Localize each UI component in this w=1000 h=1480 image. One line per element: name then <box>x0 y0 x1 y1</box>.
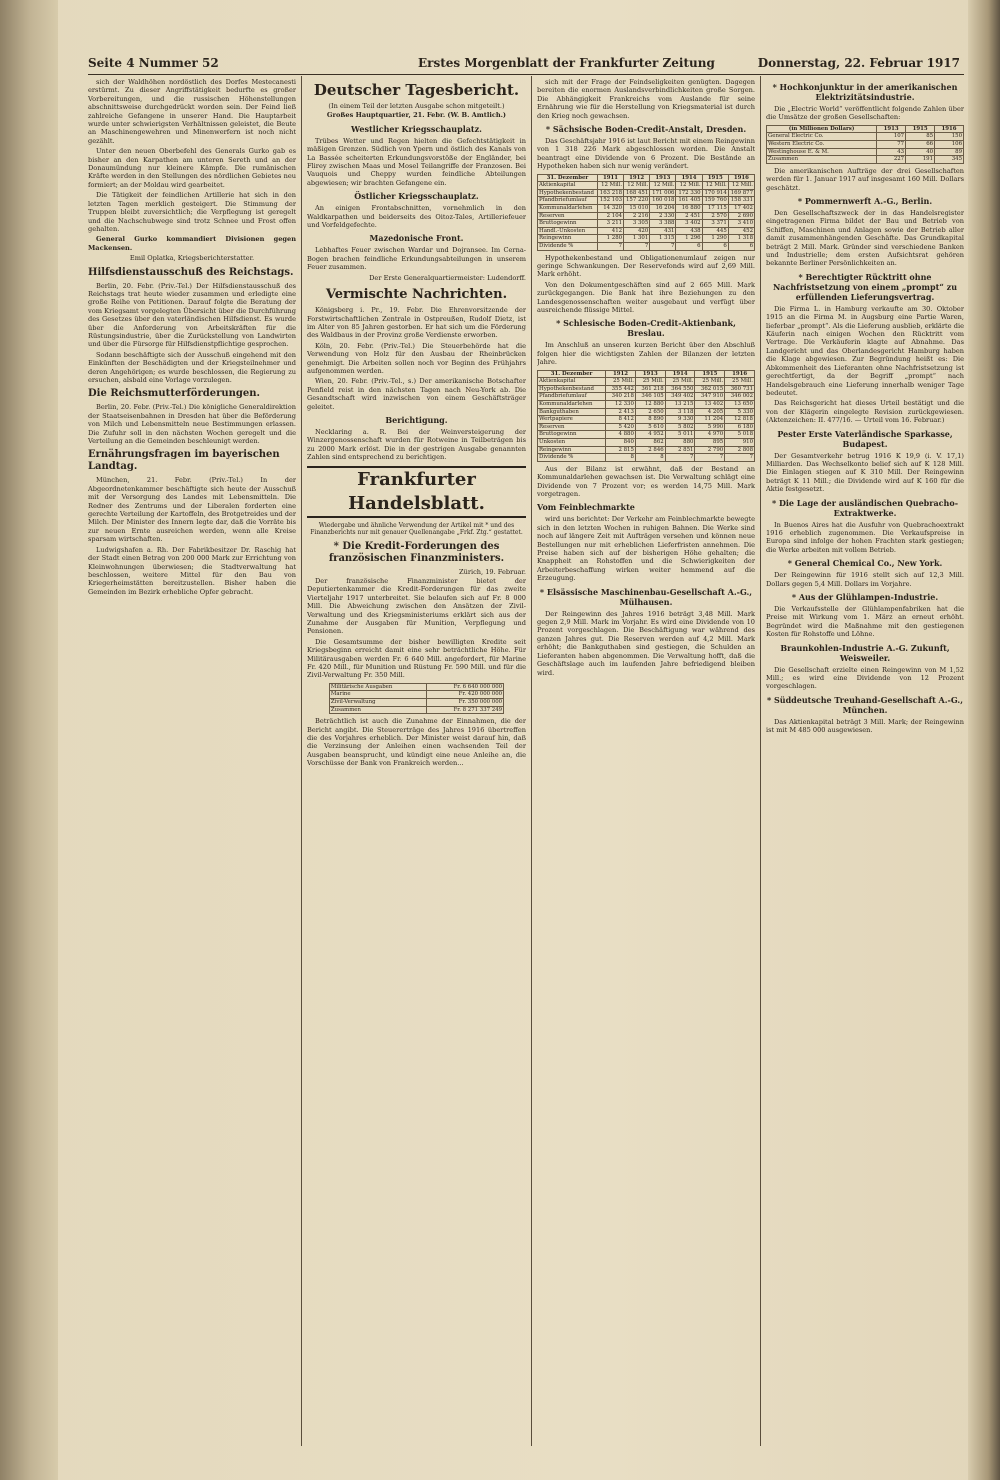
handelsblatt-notice: Wiedergabe und ähnliche Verwendung der Artikel mit * und des Finanzberichts nur mit genauer Quellenangabe „Frkf. Ztg.“ gestattet. <box>310 521 523 537</box>
credit-table-cell: Militärische Ausgaben <box>329 683 426 691</box>
saechsische-table-cell: 12 Mill. <box>702 182 728 190</box>
col4-paragraph: Der Gesamtverkehr betrug 1916 K 19,9 (i. V. 17,1) Milliarden. Das Wechselkonto belief sich auf K 128 Mill. Die Einlagen stiegen auf K 310 Mill. Der Reingewinn beträgt K 11 Mill.; die Dividende wird auf K 160 für die Aktie festgesetzt. <box>766 451 964 494</box>
saechsische-table-cell: 1 296 <box>676 235 702 243</box>
credit-table-cell: Fr. 6 640 000 000 <box>426 683 503 691</box>
saechsische-table-row <box>538 197 755 205</box>
col4-paragraph: Das Reichsgericht hat dieses Urteil bestätigt und die von der Klägerin eingelegte Revision zurückgewiesen. (Aktenzeichen: II. 477/16. — Urteil vom 16. Februar.) <box>766 399 964 425</box>
schlesische-table-cell: 8 412 <box>606 416 636 424</box>
credit-paragraph: Der französische Finanzminister bietet der Deputiertenkammer die Kredit-Forderungen für das zweite Vierteljahr 1917 unterbreitet. Sie belaufen sich auf Fr. 8 000 Mill. Die Abweichung zwischen den Ansätzen der Zivil-Verwaltung und des Kriegsministeriums erklärt sich aus der Zunahme der Ausgaben für Munition, Verpflegung und Pensionen. <box>307 577 526 636</box>
schlesische-table-header-cell: 1915 <box>695 370 725 378</box>
macedonian-front-heading: Mazedonische Front. <box>369 233 464 244</box>
gluehlampen-heading: * Aus der Glühlampen-Industrie. <box>791 592 939 602</box>
schlesische-table-cell: 5 018 <box>725 431 755 439</box>
elektrizitaet-table-cell: Western Electric Co. <box>767 141 877 149</box>
saechsische-table-header-cell: 1911 <box>597 174 623 182</box>
schlesische-table-cell: Hypothekenbestand <box>538 385 606 393</box>
credit-table-row <box>329 706 503 714</box>
schlesische-table-cell: Bankguthaben <box>538 408 606 416</box>
schlesische-table-cell: 2 846 <box>635 446 665 454</box>
col1-paragraph: München, 21. Febr. (Priv.-Tel.) In der Abgeordnetenkammer beschäftigte sich heute der Ausschuß mit der Versorgung des Landes mit Lebensmitteln. Die Redner des Zentrums und der Liberalen forderten eine gerechte Verteilung der Kartoffeln, des Brotgetreides und der Milch. Der Minister des Innern legte dar, daß die Vorräte bis zur neuen Ernte ausreichen werden, wenn alle Kreise sparsam wirtschaften. <box>88 476 296 544</box>
elektrizitaet-table-header-cell: (in Millionen Dollars) <box>767 125 877 133</box>
saechsische-table-cell: 1 301 <box>624 235 650 243</box>
saechsische-table-cell: 157 220 <box>624 197 650 205</box>
schlesische-table-cell: Bruttogewinn <box>538 431 606 439</box>
saechsische-table-row <box>538 182 755 190</box>
schlesische-table-cell: 2 790 <box>695 446 725 454</box>
saechsische-table-cell: 2 104 <box>597 212 623 220</box>
saechsische-table-cell: 169 877 <box>728 189 754 197</box>
elektrizitaet-table-header-cell: 1913 <box>877 125 906 133</box>
schlesische-table-cell: 8 <box>635 454 665 462</box>
schlesische-table-header-cell: 1916 <box>725 370 755 378</box>
schlesische-table-cell: Reserven <box>538 423 606 431</box>
saechsische-table-row <box>538 227 755 235</box>
braunkohlen-heading: Braunkohlen-Industrie A.-G. Zukunft, Weisweiler. <box>780 642 950 663</box>
vermischte-title: Vermischte Nachrichten. <box>325 287 508 303</box>
schlesische-table-row <box>538 385 755 393</box>
schlesische-table-row <box>538 408 755 416</box>
schlesische-table-cell: 2 815 <box>606 446 636 454</box>
saechsische-table-cell: 2 690 <box>728 212 754 220</box>
schlesische-table-header-cell: 1912 <box>606 370 636 378</box>
schlesische-table-cell: Reingewinn <box>538 446 606 454</box>
misc-paragraph: Wien, 20. Febr. (Priv.-Tel., s.) Der amerikanische Botschafter Penfield reist in den nächsten Tagen nach Neu-York ab. Die Gesandtschaft wird inzwischen von einem Geschäftsträger geleitet. <box>307 377 526 411</box>
page-header <box>88 56 960 72</box>
schlesische-table-cell: 6 180 <box>725 423 755 431</box>
schlesische-table-cell: 349 402 <box>665 393 695 401</box>
page-edge-shadow <box>968 0 1000 1480</box>
saechsische-table-row <box>538 205 755 213</box>
schlesische-table-cell: 12 330 <box>606 401 636 409</box>
header-rule <box>88 74 964 75</box>
elektrizitaet-table-cell: 150 <box>935 133 964 141</box>
credit-table-cell: Marine <box>329 691 426 699</box>
schlesische-table-cell: 25 Mill. <box>695 378 725 386</box>
macedonian-front-text: Lebhaftes Feuer zwischen Wardar und Dojransee. Im Cerna-Bogen brachen feindliche Erkundungsabteilungen in unserem Feuer zusammen. <box>307 246 526 272</box>
saechsische-table-cell: 1 318 <box>728 235 754 243</box>
credit-table-row <box>329 691 503 699</box>
column-rule-1 <box>301 76 302 1446</box>
schlesische-table-cell: Dividende % <box>538 454 606 462</box>
saechsische-table-cell: 3 211 <box>597 220 623 228</box>
elsaessische-heading: * Elsässische Maschinenbau-Gesellschaft A.-G., Mülhausen. <box>539 586 753 607</box>
berichtigung-heading: Berichtigung. <box>385 414 448 425</box>
schlesische-table-row <box>538 416 755 424</box>
saechsische-table-cell: Pfandbriefumlauf <box>538 197 598 205</box>
schlesische-table-cell: 7 <box>725 454 755 462</box>
col4-paragraph: Der Reingewinn für 1916 stellt sich auf 12,3 Mill. Dollars gegen 5,4 Mill. Dollars im Vorjahre. <box>766 571 964 588</box>
saechsische-table-cell: 15 010 <box>624 205 650 213</box>
saechsische-table-cell: 160 018 <box>650 197 676 205</box>
schlesische-table-cell: 346 002 <box>725 393 755 401</box>
schlesische-table-cell: 7 <box>695 454 725 462</box>
credit-table-cell: Fr. 350 000 000 <box>426 699 503 707</box>
saechsische-table-cell: 168 451 <box>624 189 650 197</box>
ruecktritt-heading: * Berechtigter Rücktritt ohne Nachfristsetzung von einem „prompt“ zu erfüllenden Lieferungsvertrag. <box>772 271 958 302</box>
saechsische-table-cell: Handl.-Unkosten <box>538 227 598 235</box>
feinblech-heading: Vom Feinblechmarkte <box>537 502 635 513</box>
saechsische-table-cell: 412 <box>597 227 623 235</box>
schlesische-table-cell: 3 118 <box>665 408 695 416</box>
schlesische-table-cell: 5 420 <box>606 423 636 431</box>
col1-paragraph: Berlin, 20. Febr. (Priv.-Tel.) Die königliche Generaldirektion der Staatseisenbahnen in Dresden hat über die Beförderung von Milch und Lebensmitteln neue Bestimmungen erlassen. Die Zufuhr soll in den nächsten Wochen geregelt und die Verteilung an die Gemeinden beschleunigt werden. <box>88 403 296 446</box>
schlesische-table-cell: 8 <box>606 454 636 462</box>
column-1 <box>88 78 296 1448</box>
schlesische-table-cell: 2 808 <box>725 446 755 454</box>
sparkasse-heading: Pester Erste Vaterländische Sparkasse, Budapest. <box>777 428 953 449</box>
credit-paragraph: Die Gesamtsumme der bisher bewilligten Kredite seit Kriegsbeginn erreicht damit eine sehr beträchtliche Höhe. Für Militärausgaben werden Fr. 6 640 Mill. angefordert, für Marine Fr. 420 Mill., für Munition und Rüstung Fr. 590 Mill. und für die Zivil-Verwaltung Fr. 350 Mill. <box>307 637 526 680</box>
col3-paragraph: Von den Dokumentgeschäften sind auf 2 665 Mill. Mark zurückgegangen. Die Bank hat ihre Beziehungen zu den Landesgenossenschaften weiter ausgebaut und verfügt über ausreichende flüssige Mittel. <box>537 280 755 315</box>
west-front-heading: Westlicher Kriegsschauplatz. <box>351 123 482 134</box>
credit-table <box>329 683 504 714</box>
schlesische-table-cell: 12 818 <box>725 416 755 424</box>
schlesische-table-cell: 7 <box>665 454 695 462</box>
binding-gutter <box>0 0 58 1480</box>
schlesische-table-cell: 880 <box>665 439 695 447</box>
elektrizitaet-table-cell: 85 <box>906 133 935 141</box>
col3-paragraph: Das Geschäftsjahr 1916 ist laut Bericht mit einem Reingewinn von 1 318 226 Mark abgeschlossen worden. Die Anstalt beantragt eine Dividende von 6 Prozent. Die Bestände an Hypotheken haben sich nur wenig verändert. <box>537 137 755 171</box>
saechsische-table-cell: 12 Mill. <box>650 182 676 190</box>
quebracho-heading: * Die Lage der ausländischen Quebracho-Extraktwerke. <box>771 497 959 518</box>
schlesische-table-cell: 910 <box>725 439 755 447</box>
tagesbericht-dateline: Großes Hauptquartier, 21. Febr. (W. B. Amtlich.) <box>326 111 507 120</box>
saechsische-table-cell: Bruttogewinn <box>538 220 598 228</box>
elektrizitaet-table-row <box>767 141 964 149</box>
elektrizitaet-table-cell: 89 <box>935 148 964 156</box>
saechsische-table-cell: 445 <box>702 227 728 235</box>
schlesische-table-cell: 862 <box>635 439 665 447</box>
handelsblatt-banner: Frankfurter Handelsblatt. <box>307 466 526 518</box>
schlesische-table-row <box>538 401 755 409</box>
saechsische-table-cell: 3 305 <box>624 220 650 228</box>
saechsische-table-cell: 2 570 <box>702 212 728 220</box>
schlesische-table-cell: 13 402 <box>695 401 725 409</box>
col1-paragraph: Ludwigshafen a. Rh. Der Fabrikbesitzer Dr. Raschig hat der Stadt einen Betrag von 200 000 Mark zur Errichtung von Kleinwohnungen überwiesen; die Stadtverwaltung hat beschlossen, weitere Mittel für den Bau von Kriegerheimstätten bereitzustellen. Bisher haben die Gemeinden im Bezirk erhebliche Opfer gebracht. <box>88 545 296 596</box>
saechsische-table-cell: 17 402 <box>728 205 754 213</box>
credit-dateline: Zürich, 19. Februar. <box>459 567 526 576</box>
schlesische-table-cell: 4 880 <box>606 431 636 439</box>
elektrizitaet-heading: * Hochkonjunktur in der amerikanischen Elektrizitätsindustrie. <box>772 82 958 102</box>
saechsische-table-cell: 7 <box>624 243 650 251</box>
credit-heading: * Die Kredit-Forderungen des französischen Finanzministers. <box>328 540 505 564</box>
elektrizitaet-table-header-cell: 1915 <box>906 125 935 133</box>
schlesische-table-cell: 11 204 <box>695 416 725 424</box>
col4-paragraph: Die Gesellschaft erzielte einen Reingewinn von M 1,52 Mill.; es wird eine Dividende von 12 Prozent vorgeschlagen. <box>766 665 964 691</box>
saechsische-table-header-cell: 1916 <box>728 174 754 182</box>
schlesische-table-cell: 5 802 <box>665 423 695 431</box>
elektrizitaet-table-cell: Westinghouse E. & M. <box>767 148 877 156</box>
col1-paragraph: Unter den neuen Oberbefehl des Generals Gurko gab es bisher an den Karpathen am unteren Sereth und an der Donaumündung nur kleinere Kämpfe. Die rumänischen Kräfte werden in den Stellungen des nördlichen Gebietes neu formiert; an der Moldau wird gearbeitet. <box>88 147 296 189</box>
credit-table-cell: Zivil-Verwaltung <box>329 699 426 707</box>
schlesische-table-row <box>538 454 755 462</box>
header-date: Donnerstag, 22. Februar 1917 <box>757 56 960 70</box>
elektrizitaet-table-cell: 106 <box>935 141 964 149</box>
saechsische-table-cell: 12 Mill. <box>676 182 702 190</box>
elektrizitaet-table-cell: General Electric Co. <box>767 133 877 141</box>
elektrizitaet-table-row <box>767 148 964 156</box>
saechsische-table-cell: 161 405 <box>676 197 702 205</box>
col4-paragraph: Das Aktienkapital beträgt 3 Mill. Mark; der Reingewinn ist mit M 485 000 ausgewiesen. <box>766 717 964 735</box>
saechsische-table-cell: 431 <box>650 227 676 235</box>
schlesische-table-cell: 5 990 <box>695 423 725 431</box>
column-4 <box>766 78 964 1448</box>
schlesische-table-cell: 2 851 <box>665 446 695 454</box>
col3-paragraph: Der Reingewinn des Jahres 1916 beträgt 3,48 Mill. Mark gegen 2,9 Mill. Mark im Vorjahr. Es wird eine Dividende von 10 Prozent vorgeschlagen. Die Beschäftigung war während des ganzen Jahres gut. Die Reserven werden auf 4,2 Mill. Mark erhöht; die Bankguthaben sind gestiegen, die Schulden an Lieferanten haben abgenommen. Die Verwaltung hofft, daß die Geschäftslage auch im laufenden Jahre befriedigend bleiben wird. <box>537 609 755 677</box>
saechsische-table-cell: 12 Mill. <box>624 182 650 190</box>
misc-paragraph: Königsberg i. Pr., 19. Febr. Die Ehrenvorsitzende der Forstwirtschaftlichen Zentrale in Ostpreußen, Rudolf Dietz, ist im Alter von 85 Jahren gestorben. Er hat sich um die Förderung des Waldbaus in der Provinz große Verdienste erworben. <box>307 306 526 340</box>
saechsische-table-cell: 438 <box>676 227 702 235</box>
col3-paragraph: Aus der Bilanz ist erwähnt, daß der Bestand an Kommunaldarlehen gewachsen ist. Die Verwaltung schlägt eine Dividende von 7 Prozent vor; es werden 14,75 Mill. Mark vorgetragen. <box>537 464 755 498</box>
east-front-heading: Östlicher Kriegsschauplatz. <box>354 191 479 202</box>
saechsische-table-cell: 1 315 <box>650 235 676 243</box>
col3-paragraph: Im Anschluß an unseren kurzen Bericht über den Abschluß folgen hier die wichtigsten Zahlen der Bilanzen der letzten Jahre. <box>537 341 755 367</box>
schlesische-table-cell: 25 Mill. <box>665 378 695 386</box>
col1-heading-hilfsdienst: Hilfsdienstausschuß des Reichstags. <box>88 266 294 278</box>
saechsische-table-cell: 452 <box>728 227 754 235</box>
saechsische-table-cell: 172 330 <box>676 189 702 197</box>
elektrizitaet-table-cell: 107 <box>877 133 906 141</box>
saechsische-table-cell: 158 331 <box>728 197 754 205</box>
col3-paragraph: Hypothekenbestand und Obligationenumlauf zeigen nur geringe Schwankungen. Der Reservefonds wird auf 2,69 Mill. Mark erhöht. <box>537 253 755 279</box>
schlesische-table-row <box>538 431 755 439</box>
saechsische-table-cell: 163 218 <box>597 189 623 197</box>
berichtigung-text: Necklaring a. R. Bei der Weinversteigerung der Winzergenossenschaft wurden für Rotweine in Teilbeträgen bis zu 2000 Mark erlöst. Die in der gestrigen Ausgabe genannten Zahlen sind entsprechend zu berichtigen. <box>307 427 526 462</box>
col3-intro: sich mit der Frage der Feindseligkeiten genügten. Dagegen bereiten die enormen Auslandsverbindlichkeiten große Sorgen. Die Abhängigkeit Frankreichs vom Auslande für seine Ernährung wie für die Herstellung von Kriegsmaterial ist durch den Krieg noch gewachsen. <box>537 78 755 120</box>
schlesische-table-row <box>538 393 755 401</box>
saechsische-table-cell: Aktienkapital <box>538 182 598 190</box>
col1-signer: Emil Oplatka, Kriegsberichterstatter. <box>129 254 255 263</box>
schlesische-table-cell: 355 442 <box>606 385 636 393</box>
elektrizitaet-table-cell: Zusammen <box>767 156 877 164</box>
saechsische-table-cell: 7 <box>650 243 676 251</box>
misc-paragraph: Köln, 20. Febr. (Priv.-Tel.) Die Steuerbehörde hat die Verwendung von Holz für den Ausbau der Rheinbrücken genehmigt. Die Arbeiten sollen noch vor Beginn des Frühjahrs aufgenommen werden. <box>307 341 526 375</box>
schlesische-table-cell: 4 205 <box>695 408 725 416</box>
saechsische-heading: * Sächsische Boden-Credit-Anstalt, Dresden. <box>545 124 747 135</box>
elektrizitaet-table-cell: 77 <box>877 141 906 149</box>
general-chemical-heading: * General Chemical Co., New York. <box>787 558 943 569</box>
schlesische-table-cell: 25 Mill. <box>635 378 665 386</box>
schlesische-heading: * Schlesische Boden-Credit-Aktienbank, Breslau. <box>556 318 736 339</box>
schlesische-table-cell: 5 330 <box>725 408 755 416</box>
saechsische-table-cell: 6 <box>702 243 728 251</box>
saechsische-table-cell: 152 103 <box>597 197 623 205</box>
schlesische-table <box>537 370 755 462</box>
saechsische-table-cell: 7 <box>597 243 623 251</box>
elektrizitaet-table-cell: 345 <box>935 156 964 164</box>
saechsische-table-header-cell: 1914 <box>676 174 702 182</box>
col4-paragraph: Die Verkaufsstelle der Glühlampenfabriken hat die Preise mit Wirkung vom 1. März an erneut erhöht. Begründet wird die Maßnahme mit den gestiegenen Kosten für Rohstoffe und Löhne. <box>766 605 964 639</box>
ludendorff-signature: Der Erste Generalquartiermeister: Ludendorff. <box>369 273 526 282</box>
col4-paragraph: Die Firma L. in Hamburg verkaufte am 30. Oktober 1915 an die Firma M. in Augsburg eine Partie Waren, lieferbar „prompt“. Als die Lieferung ausblieb, erklärte die Käuferin nach einigen Wochen den Rücktritt vom Vertrage. Die Verkäuferin klagte auf Abnahme. Das Landgericht und das Oberlandesgericht Hamburg haben die Klage abgewiesen. Zur Begründung heißt es: Die Abkommenheit des Lieferanten ohne Nachfristsetzung ist gerechtfertigt, da der Begriff „prompt“ nach Handelsgebrauch eine Lieferung innerhalb weniger Tage bedeutet. <box>766 304 964 397</box>
schlesische-table-cell: 12 880 <box>635 401 665 409</box>
elektrizitaet-table-row <box>767 156 964 164</box>
east-front-text: An einigen Frontabschnitten, vornehmlich in den Waldkarpathen und beiderseits des Oitoz-Tales, Artilleriefeuer und Vorfeldgefechte. <box>307 204 526 230</box>
saechsische-table-cell: 16 204 <box>650 205 676 213</box>
col1-paragraph: Sodann beschäftigte sich der Ausschuß eingehend mit den Einkünften der Beschädigten und der Kriegsteilnehmer und deren Angehörigen; es wurde beschlossen, die Regierung zu ersuchen, alsbald eine Vorlage vorzulegen. <box>88 350 296 384</box>
saechsische-table-cell: 1 290 <box>702 235 728 243</box>
pommernwerft-heading: * Pommernwerft A.-G., Berlin. <box>797 196 933 206</box>
header-masthead: Erstes Morgenblatt der Frankfurter Zeitung <box>418 56 715 70</box>
col4-paragraph: Den Gesellschaftszweck der in das Handelsregister eingetragenen Firma bildet der Bau und Betrieb von Schiffen, Maschinen und Anlagen sowie der Betrieb aller damit zusammenhängenden Geschäfte. Das Grundkapital beträgt 2 Mill. Mark. Gründer sind verschiedene Banken und Industrielle; dem ersten Aufsichtsrat gehören bekannte Berliner Persönlichkeiten an. <box>766 209 964 268</box>
schlesische-table-header-cell: 1914 <box>665 370 695 378</box>
saechsische-table-cell: Hypothekenbestand <box>538 189 598 197</box>
schlesische-table-cell: 2 413 <box>606 408 636 416</box>
schlesische-table-row <box>538 439 755 447</box>
saechsische-table-cell: 420 <box>624 227 650 235</box>
saechsische-table-cell: 1 280 <box>597 235 623 243</box>
schlesische-table-cell: Kommunaldarlehen <box>538 401 606 409</box>
credit-table-row <box>329 683 503 691</box>
saechsische-table-cell: 3 410 <box>728 220 754 228</box>
schlesische-table-cell: 25 Mill. <box>606 378 636 386</box>
schlesische-table-cell: 361 218 <box>635 385 665 393</box>
schlesische-table-cell: 5 610 <box>635 423 665 431</box>
schlesische-table-cell: 360 731 <box>725 385 755 393</box>
schlesische-table-cell: 4 952 <box>635 431 665 439</box>
saechsische-table-row <box>538 189 755 197</box>
schlesische-table-cell: 364 550 <box>665 385 695 393</box>
saechsische-table-cell: 171 006 <box>650 189 676 197</box>
elektrizitaet-table-cell: 40 <box>906 148 935 156</box>
saechsische-table-cell: Reserven <box>538 212 598 220</box>
saechsische-table-row <box>538 220 755 228</box>
schlesische-table-cell: 5 011 <box>665 431 695 439</box>
saechsische-table-cell: 159 760 <box>702 197 728 205</box>
schlesische-table-row <box>538 423 755 431</box>
schlesische-table-header-cell: 1913 <box>635 370 665 378</box>
column-2 <box>307 78 526 1448</box>
col4-paragraph: In Buenos Aires hat die Ausfuhr von Quebrachoextrakt 1916 erheblich zugenommen. Die Verkaufspreise in Europa sind infolge der hohen Frachten stark gestiegen; die Werke arbeiten mit vollem Betrieb. <box>766 520 964 554</box>
saechsische-table-cell: Reingewinn <box>538 235 598 243</box>
credit-table-cell: Zusammen <box>329 706 426 714</box>
saechsische-table-cell: Dividende % <box>538 243 598 251</box>
saechsische-table-cell: 6 <box>676 243 702 251</box>
column-rule-3 <box>760 76 761 1446</box>
col4-paragraph: Die amerikanischen Aufträge der drei Gesellschaften werden für 1. Januar 1917 auf insgesamt 160 Mill. Dollars geschätzt. <box>766 166 964 192</box>
credit-paragraph: Beträchtlich ist auch die Zunahme der Einnahmen, die der Bericht angibt. Die Steuererträge des Jahres 1916 übertreffen die des Vorjahres erheblich. Der Minister weist darauf hin, daß die Verzinsung der Anleihen einen wachsenden Teil der Ausgaben beansprucht, und kündigt eine neue Anleihe an, die Vorschüsse der Bank von Frankreich werden... <box>307 717 526 768</box>
col3-paragraph: wird uns berichtet: Der Verkehr am Feinblechmarkte bewegte sich in den letzten Wochen in ruhigen Bahnen. Die Werke sind noch auf längere Zeit mit Aufträgen versehen und können neue Bestellungen nur mit erheblichen Lieferfristen annehmen. Die Preise haben sich auf der bisherigen Höhe gehalten; die Knappheit an Rohstoffen und die Schwierigkeiten der Arbeiterbeschaffung wirken weiter hemmend auf die Erzeugung. <box>537 515 755 583</box>
schlesische-table-row <box>538 446 755 454</box>
schlesische-table-cell: Unkosten <box>538 439 606 447</box>
schlesische-table-cell: 4 970 <box>695 431 725 439</box>
schlesische-table-cell: Aktienkapital <box>538 378 606 386</box>
saechsische-table-cell: 3 388 <box>650 220 676 228</box>
column-3 <box>537 78 755 1448</box>
saechsische-table-row <box>538 235 755 243</box>
schlesische-table-row <box>538 378 755 386</box>
col1-intro: sich der Waldhöhen nordöstlich des Dorfes Mestecanesti erstürmt. Zu dieser Angriffstätigkeit bedurfte es großer Vorbereitungen, und die russischen Höhenstellungen abschnittsweise durchgedrückt worden sein. Der Feind ließ zahlreiche Gefangene in unserer Hand. Die Hauptarbeit wurde unter schwierigsten Verhältnissen geleistet, die Beute an Maschinengewehren und Minenwerfern ist noch nicht gezählt. <box>88 78 296 145</box>
elektrizitaet-table-cell: 227 <box>877 156 906 164</box>
schlesische-table-cell: 347 910 <box>695 393 725 401</box>
saechsische-table-cell: 14 320 <box>597 205 623 213</box>
saechsische-table-header-cell: 1913 <box>650 174 676 182</box>
header-page-number: Seite 4 Nummer 52 <box>88 56 219 70</box>
schlesische-table-cell: 340 218 <box>606 393 636 401</box>
west-front-text: Trübes Wetter und Regen hielten die Gefechtstätigkeit in mäßigen Grenzen. Südlich von Ypern und östlich des Kanals von La Bassée scheiterten Erkundungsvorstöße der Engländer, bei Flirey zwischen Maas und Mosel Teilangriffe der Franzosen. Bei Vauquois und Cheppy wurden feindliche Abteilungen abgewiesen; wir brachten Gefangene ein. <box>307 136 526 187</box>
schlesische-table-header-cell: 31. Dezember <box>538 370 606 378</box>
elektrizitaet-table-cell: 191 <box>906 156 935 164</box>
saechsische-table-cell: 170 914 <box>702 189 728 197</box>
elektrizitaet-table-cell: 66 <box>906 141 935 149</box>
saechsische-table-cell: 2 330 <box>650 212 676 220</box>
tagesbericht-subtitle: (In einem Teil der letzten Ausgabe schon mitgeteilt.) <box>328 102 505 110</box>
credit-table-row <box>329 699 503 707</box>
saechsische-table-header-cell: 1912 <box>624 174 650 182</box>
saechsische-table-cell: 16 880 <box>676 205 702 213</box>
elektrizitaet-table-cell: 43 <box>877 148 906 156</box>
elektrizitaet-table <box>766 125 964 164</box>
schlesische-table-cell: 362 015 <box>695 385 725 393</box>
schlesische-table-cell: 346 105 <box>635 393 665 401</box>
schlesische-table-cell: 13 215 <box>665 401 695 409</box>
saechsische-table-cell: 3 402 <box>676 220 702 228</box>
col1-heading-ernaehrung: Ernährungsfragen im bayerischen Landtag. <box>88 449 280 473</box>
credit-table-cell: Fr. 8 271 337 249 <box>426 706 503 714</box>
saechsische-table-row <box>538 212 755 220</box>
saechsische-table-cell: 2 451 <box>676 212 702 220</box>
col1-paragraph: Die Tätigkeit der feindlichen Artillerie hat sich in den letzten Tagen merklich gesteigert. Die Stimmung der Truppen bleibt zuversichtlich; die Verpflegung ist geregelt und die Nachschubwege sind trotz Schnee und Frost offen gehalten. <box>88 191 296 233</box>
elektrizitaet-table-row <box>767 133 964 141</box>
col1-signoff: General Gurko kommandiert Divisionen gegen Mackensen. <box>88 235 296 252</box>
saechsische-table-cell: 3 371 <box>702 220 728 228</box>
saechsische-table-cell: 17 115 <box>702 205 728 213</box>
saechsische-table-cell: 12 Mill. <box>728 182 754 190</box>
saechsische-table <box>537 174 755 251</box>
column-rule-2 <box>531 76 532 1446</box>
treuhand-heading: * Süddeutsche Treuhand-Gesellschaft A.-G., München. <box>767 694 963 715</box>
saechsische-table-header-cell: 1915 <box>702 174 728 182</box>
credit-table-cell: Fr. 420 000 000 <box>426 691 503 699</box>
col4-paragraph: Die „Electric World“ veröffentlicht folgende Zahlen über die Umsätze der großen Gesellschaften: <box>766 105 964 122</box>
saechsische-table-cell: 12 Mill. <box>597 182 623 190</box>
schlesische-table-cell: 895 <box>695 439 725 447</box>
tagesbericht-title: Deutscher Tagesbericht. <box>313 81 520 99</box>
col1-paragraph: Berlin, 20. Febr. (Priv.-Tel.) Der Hilfsdienstausschuß des Reichstags trat heute wieder zusammen und erledigte eine große Reihe von Petitionen. Darauf folgte die Beratung der vom Kriegsamt vorgelegten Übersicht über die Durchführung des Gesetzes über den vaterländischen Hilfsdienst. Es wurde über die Anforderung von Arbeitskräften für die Rüstungsindustrie, über die Zurückstellung von Landwirten und über die Fürsorge für Hilfsdienstpflichtige gesprochen. <box>88 281 296 349</box>
col1-heading-reichsmutter: Die Reichsmutterförderungen. <box>88 388 261 400</box>
elektrizitaet-table-header-cell: 1916 <box>935 125 964 133</box>
saechsische-table-cell: Kommunaldarlehen <box>538 205 598 213</box>
schlesische-table-cell: 13 650 <box>725 401 755 409</box>
schlesische-table-cell: 840 <box>606 439 636 447</box>
schlesische-table-cell: 25 Mill. <box>725 378 755 386</box>
schlesische-table-cell: 2 650 <box>635 408 665 416</box>
saechsische-table-header-cell: 31. Dezember <box>538 174 598 182</box>
saechsische-table-cell: 6 <box>728 243 754 251</box>
schlesische-table-cell: Pfandbriefumlauf <box>538 393 606 401</box>
schlesische-table-cell: 8 890 <box>635 416 665 424</box>
schlesische-table-cell: 9 330 <box>665 416 695 424</box>
saechsische-table-row <box>538 243 755 251</box>
saechsische-table-cell: 2 216 <box>624 212 650 220</box>
schlesische-table-cell: Wertpapiere <box>538 416 606 424</box>
